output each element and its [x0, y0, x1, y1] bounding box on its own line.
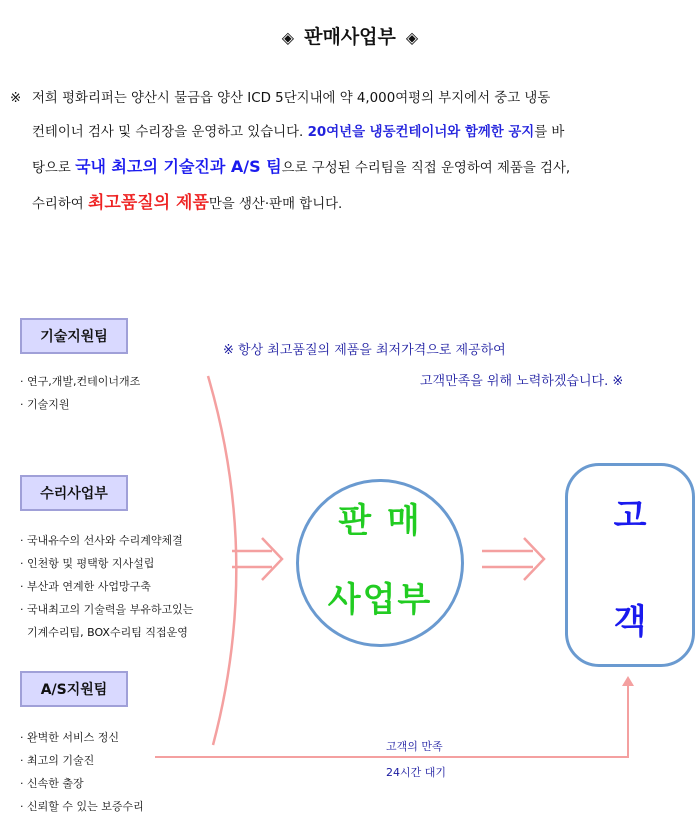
list-item: · 국내유수의 선사와 수리계약체결	[20, 534, 183, 547]
list-item: · 신뢰할 수 있는 보증수리	[20, 800, 144, 813]
sales-division-line-2: 사업부	[327, 580, 433, 620]
list-item: · 최고의 기술진	[20, 754, 95, 767]
diamond-icon-right: ◈	[405, 28, 419, 47]
list-item: · 부산과 연계한 사업망구축	[20, 580, 151, 593]
customer-line-2: 객	[613, 602, 647, 642]
bottom-label-satisfaction: 고객의 만족	[386, 740, 443, 753]
promise-line-2: 고객만족을 위해 노력하겠습니다. ※	[420, 374, 624, 389]
intro-line-2c: 를 바	[534, 125, 565, 140]
intro-line-4c: 만을 생산·판매 합니다.	[208, 197, 343, 212]
up-arrowhead-icon	[622, 676, 634, 686]
list-item: · 국내최고의 기술력을 부유하고있는	[20, 603, 194, 616]
intro-line-4a: 수리하여	[32, 197, 88, 212]
list-item: · 기술지원	[20, 398, 70, 411]
team-label-repair: 수리사업부	[40, 486, 108, 502]
bracket-curve	[208, 376, 236, 745]
diamond-icon-left: ◈	[281, 28, 295, 47]
customer-line-1: 고	[613, 496, 647, 536]
team-box-as-support	[20, 671, 128, 707]
page-title-text: 판매사업부	[304, 26, 396, 48]
intro-highlight-quality: 최고품질의 제품	[88, 193, 209, 213]
list-item: · 인천항 및 평택항 지사설립	[20, 557, 155, 570]
intro-highlight-team: 국내 최고의 기술진과 A/S 팀	[75, 157, 282, 176]
promise-line-1: ※ 항상 최고품질의 제품을 최저가격으로 제공하여	[223, 343, 506, 358]
double-arrow-right-icon	[482, 538, 544, 580]
sales-division-line-1: 판 매	[338, 501, 422, 541]
list-item: · 신속한 출장	[20, 777, 84, 790]
team-label-as-support: A/S지원팀	[40, 682, 108, 698]
team-box-tech-support	[20, 318, 128, 354]
team-list-repair	[20, 529, 193, 644]
intro-line-3a: 탕으로	[32, 161, 76, 176]
team-list-tech-support	[20, 370, 140, 416]
intro-line-2a: 컨테이너 검사 및 수리장을 운영하고 있습니다.	[32, 125, 308, 140]
list-item: · 완벽한 서비스 정신	[20, 731, 119, 744]
intro-line-3c: 으로 구성된 수리팀을 직접 운영하여 제품을 검사,	[281, 161, 571, 176]
team-label-tech-support: 기술지원팀	[40, 329, 108, 345]
team-list-as-support	[20, 726, 144, 818]
double-arrow-left-icon	[232, 538, 282, 580]
list-item: · 연구,개발,컨테이너개조	[20, 375, 141, 388]
reference-mark-icon: ※	[10, 91, 22, 106]
intro-line-1-text: 저희 평화리퍼는 양산시 물금읍 양산 ICD 5단지내에 약 4,000여평의 부지에서 중고 냉동	[32, 91, 551, 106]
list-item: 기계수리팀, BOX수리팀 직접운영	[20, 626, 188, 639]
bottom-label-24h: 24시간 대기	[386, 766, 446, 779]
team-box-repair	[20, 475, 128, 511]
intro-highlight-history: 20여년을 냉동컨테이너와 함께한 공지	[307, 125, 535, 140]
